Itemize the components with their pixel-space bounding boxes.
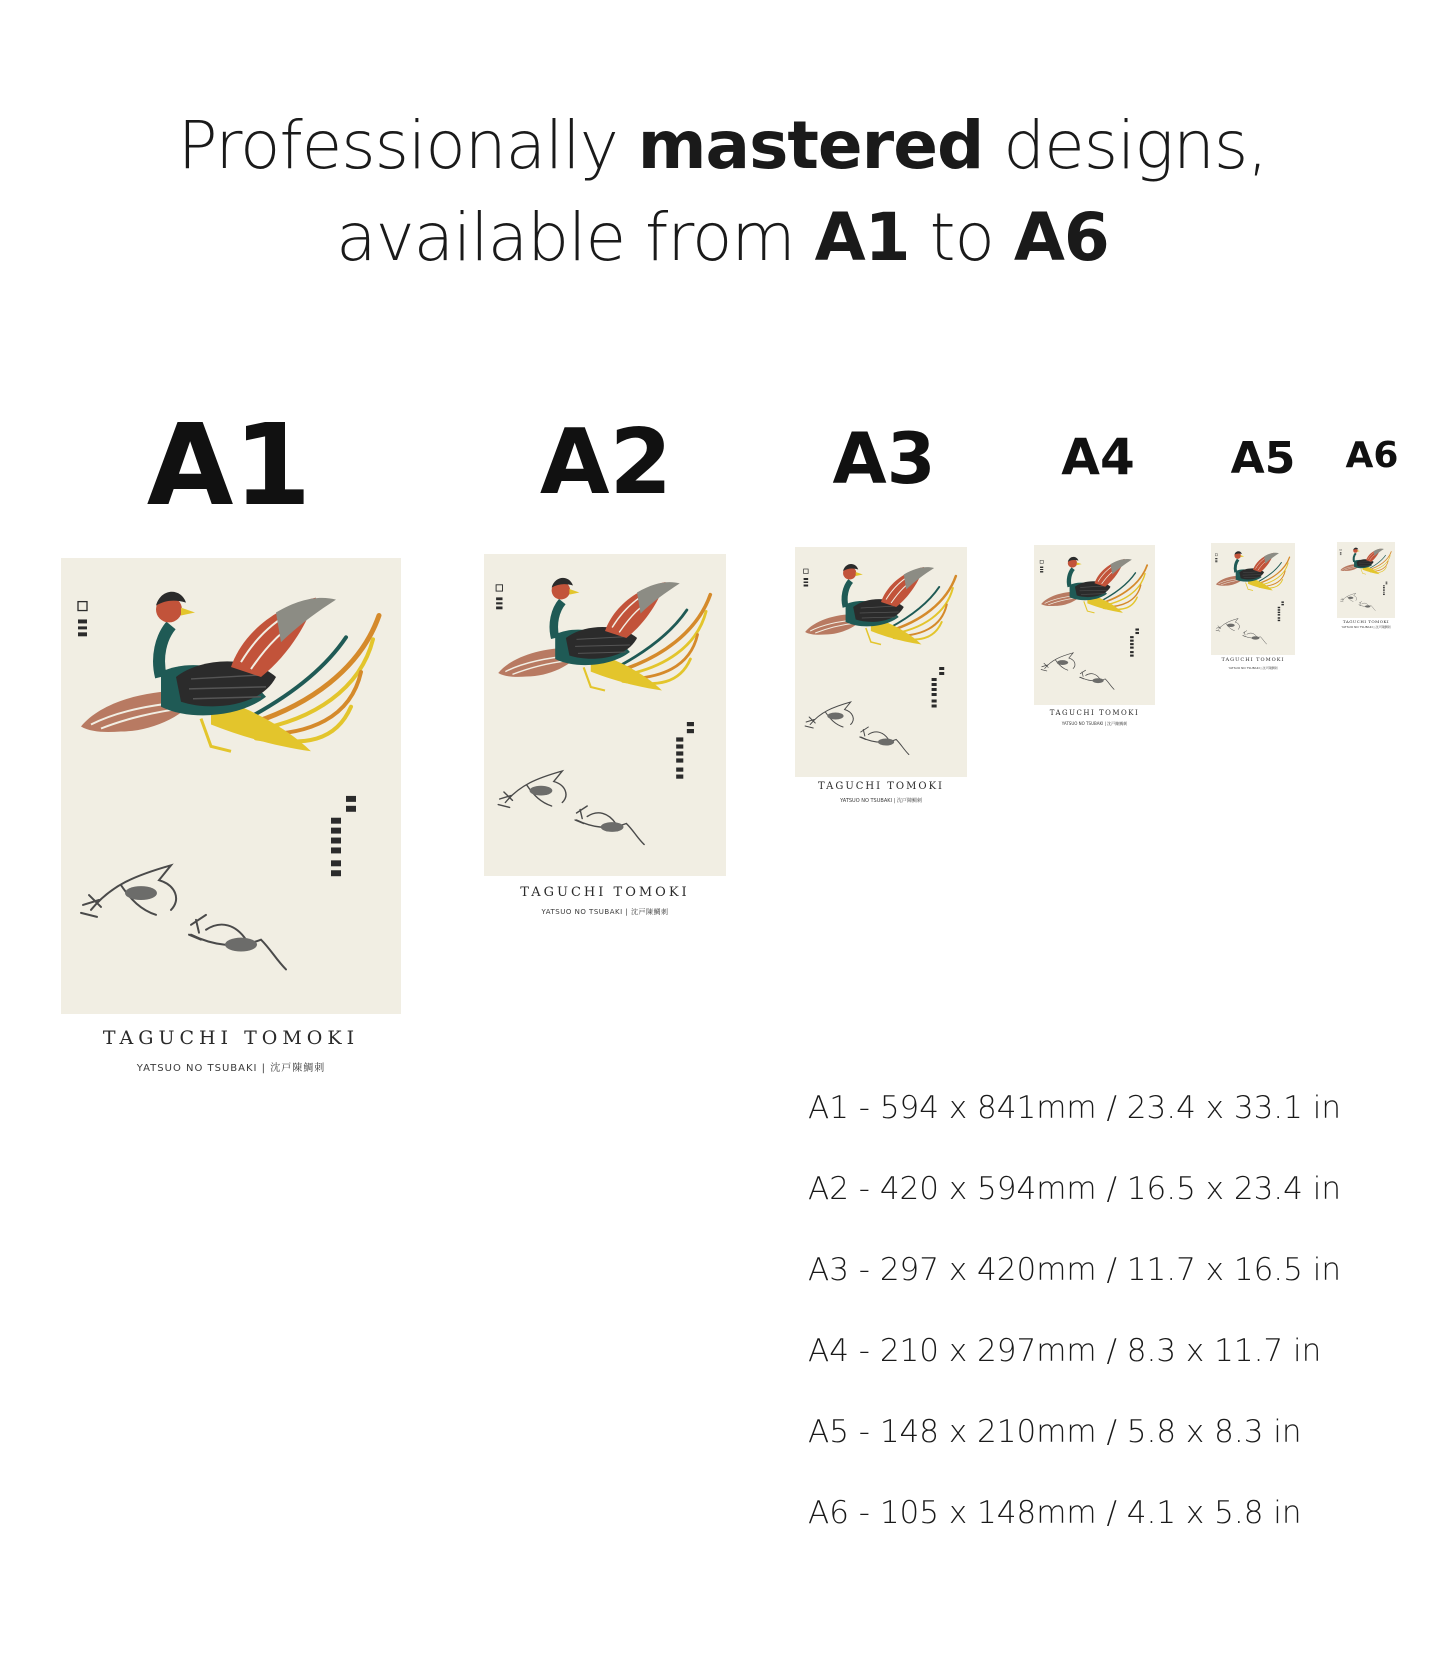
poster-artist-name: TAGUCHI TOMOKI bbox=[520, 885, 690, 900]
bird-illustration bbox=[1034, 545, 1155, 705]
spec-a4: A4 - 210 x 297mm / 8.3 x 11.7 in bbox=[808, 1333, 1322, 1369]
poster-artwork bbox=[61, 558, 401, 1014]
bird-illustration bbox=[484, 554, 726, 876]
poster-a2 bbox=[484, 554, 726, 924]
poster-subtitle: YATSUO NO TSUBAKI | 沈戸陳鯛刺 bbox=[541, 908, 669, 916]
poster-subtitle: YATSUO NO TSUBAKI | 沈戸陳鯛刺 bbox=[1061, 721, 1128, 726]
poster-artist-name: TAGUCHI TOMOKI bbox=[1221, 657, 1285, 663]
poster-a6 bbox=[1337, 542, 1395, 630]
poster-artist-name: TAGUCHI TOMOKI bbox=[818, 781, 944, 792]
spec-a2: A2 - 420 x 594mm / 16.5 x 23.4 in bbox=[808, 1171, 1341, 1207]
bird-illustration bbox=[795, 547, 967, 777]
poster-subtitle: YATSUO NO TSUBAKI | 沈戸陳鯛刺 bbox=[1341, 625, 1391, 629]
poster-artwork bbox=[1211, 543, 1295, 655]
spec-a5: A5 - 148 x 210mm / 5.8 x 8.3 in bbox=[808, 1414, 1302, 1450]
headline-text: Professionally bbox=[177, 107, 638, 184]
poster-a4 bbox=[1034, 545, 1155, 730]
spec-a3: A3 - 297 x 420mm / 11.7 x 16.5 in bbox=[808, 1252, 1341, 1288]
headline-emphasis: A1 bbox=[814, 199, 910, 276]
headline-text: designs, bbox=[983, 107, 1268, 184]
poster-artist-name: TAGUCHI TOMOKI bbox=[1049, 709, 1140, 717]
poster-artwork bbox=[1034, 545, 1155, 705]
poster-subtitle: YATSUO NO TSUBAKI | 沈戸陳鯛刺 bbox=[1228, 666, 1278, 670]
poster-artwork bbox=[484, 554, 726, 876]
poster-artist-name: TAGUCHI TOMOKI bbox=[102, 1027, 360, 1049]
size-label-a1: A1 bbox=[146, 401, 312, 531]
size-label-a5: A5 bbox=[1230, 433, 1296, 484]
headline bbox=[0, 100, 1445, 284]
poster-artist-name: TAGUCHI TOMOKI bbox=[1342, 619, 1390, 624]
poster-a5 bbox=[1211, 543, 1295, 673]
bird-illustration bbox=[1211, 543, 1295, 655]
spec-a6: A6 - 105 x 148mm / 4.1 x 5.8 in bbox=[808, 1495, 1302, 1531]
headline-text: to bbox=[909, 199, 1014, 276]
headline-line-2 bbox=[0, 192, 1445, 284]
poster-subtitle: YATSUO NO TSUBAKI | 沈戸陳鯛刺 bbox=[136, 1063, 326, 1074]
poster-artwork bbox=[795, 547, 967, 777]
poster-a1 bbox=[61, 558, 401, 1078]
bird-illustration bbox=[1337, 542, 1395, 618]
size-label-a4: A4 bbox=[1061, 428, 1135, 486]
headline-text: available from bbox=[336, 199, 815, 276]
spec-a1: A1 - 594 x 841mm / 23.4 x 33.1 in bbox=[808, 1090, 1341, 1126]
size-label-a3: A3 bbox=[832, 418, 936, 500]
bird-illustration bbox=[61, 558, 401, 1014]
size-specs-list bbox=[808, 1088, 1341, 1574]
poster-artwork bbox=[1337, 542, 1395, 618]
poster-a3 bbox=[795, 547, 967, 809]
size-label-a6: A6 bbox=[1345, 435, 1399, 476]
headline-emphasis: A6 bbox=[1013, 199, 1109, 276]
headline-emphasis: mastered bbox=[637, 107, 984, 184]
size-label-a2: A2 bbox=[539, 410, 673, 515]
poster-subtitle: YATSUO NO TSUBAKI | 沈戸陳鯛刺 bbox=[840, 798, 922, 804]
headline-line-1 bbox=[0, 100, 1445, 192]
